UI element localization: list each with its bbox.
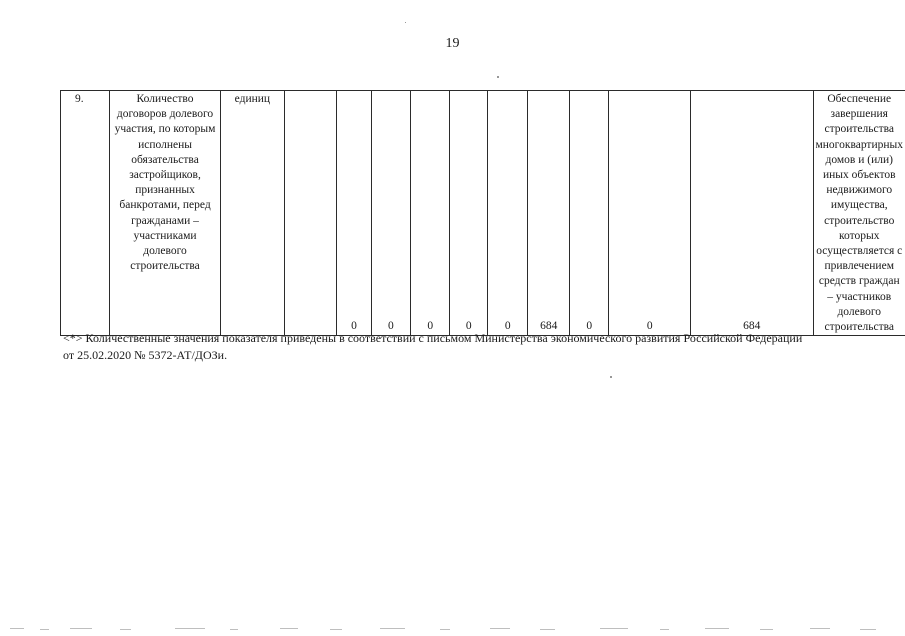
footnote-line: <*> Количественные значения показателя приведены в соответствии с письмом Министерства экономического развития Российской Федерации: [63, 331, 803, 345]
value-cell: 0: [570, 91, 609, 336]
footnote-line: от 25.02.2020 № 5372-АТ/ДОЗи.: [63, 348, 228, 362]
table-row: [61, 91, 905, 336]
note-cell: Обеспечение завершения строительства многоквартирных домов и (или) иных объектов недвижимого имущества, строительство которых осуществляется с привлечением средств граждан – участников долевого строительства: [813, 91, 905, 336]
row-number: 9.: [61, 91, 110, 336]
scan-speck: [497, 76, 499, 78]
value-cell-base: [284, 91, 337, 336]
indicator-table: [60, 90, 905, 336]
scan-speck: [610, 376, 612, 378]
value-cell: 0: [411, 91, 450, 336]
page-number: 19: [445, 36, 460, 51]
value-cell-total: 684: [691, 91, 814, 336]
value-cell: 684: [528, 91, 570, 336]
unit-cell: единиц: [220, 91, 284, 336]
value-cell: 0: [450, 91, 488, 336]
scan-edge-noise: [0, 620, 905, 636]
value-cell: 0: [371, 91, 410, 336]
value-cell: 0: [488, 91, 528, 336]
value-cell: 0: [609, 91, 691, 336]
value-cell: 0: [337, 91, 371, 336]
scan-speck: [405, 22, 406, 23]
indicator-name: Количество договоров долевого участия, по которым исполнены обязательства застройщиков, признанных банкротами, перед гражданами – участниками долевого строительства: [110, 91, 220, 336]
footnote: [63, 330, 893, 364]
